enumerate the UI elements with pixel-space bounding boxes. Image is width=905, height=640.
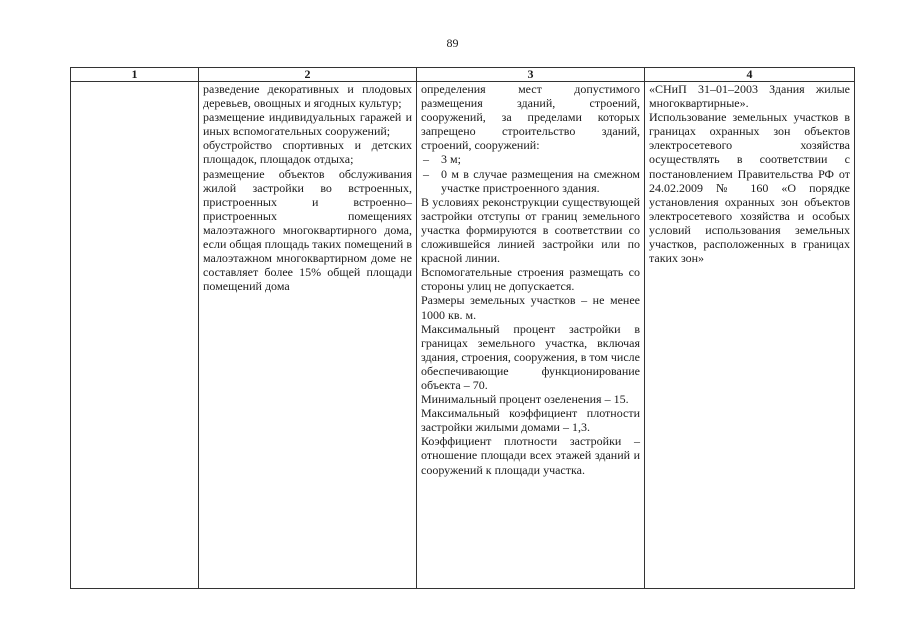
permitted-use-item: размещение индивидуальных гаражей и иных вспомогательных сооружений; — [203, 110, 412, 139]
column-header-2: 2 — [199, 68, 417, 82]
setback-item: – 0 м в случае размещения на смежном участке пристроенного здания. — [421, 167, 640, 195]
permitted-use-item: обустройство спортивных и детских площадок, площадок отдыха; — [203, 138, 412, 167]
page-number: 89 — [446, 36, 459, 50]
setback-intro: определения мест допустимого размещения зданий, строений, сооружений, за пределами которых запрещено строительство зданий, строений, сооружений: — [421, 82, 640, 153]
reference-item: «СНиП 31–01–2003 Здания жилые многоквартирные». — [649, 82, 850, 111]
column-header-3: 3 — [417, 68, 645, 82]
cell-col2-permitted-uses — [199, 82, 417, 589]
parameter-paragraph: Вспомогательные строения размещать со стороны улиц не допускается. — [421, 265, 640, 294]
table-header-row — [71, 68, 855, 82]
cell-col3-parameters — [417, 82, 645, 589]
reference-item: Использование земельных участков в границах охранных зон объектов электросетевого хозяйства осуществлять в соответствии с постановлением Правительства РФ от 24.02.2009 № 160 «О порядке установления охранных зон объектов электросетевого хозяйства и особых условий использования земельных участков, расположенных в границах таких зон» — [649, 110, 850, 266]
setback-item: – 3 м; — [421, 152, 640, 166]
cell-col1 — [71, 82, 199, 589]
parameter-paragraph: Минимальный процент озеленения – 15. — [421, 392, 629, 407]
column-header-4: 4 — [645, 68, 855, 82]
cell-col4-references — [645, 82, 855, 589]
regulations-table — [70, 67, 855, 589]
column-header-1: 1 — [71, 68, 199, 82]
parameter-paragraph: Максимальный процент застройки в границах земельного участка, включая здания, строения, сооружения, в том числе обеспечивающие функционирование объекта – 70. — [421, 321, 640, 392]
parameter-paragraph: В условиях реконструкции существующей застройки отступы от границ земельного участка формируются в соответствии со сложившейся линией застройки или по красной линии. — [421, 194, 640, 266]
permitted-use-item: разведение декоративных и плодовых деревьев, овощных и ягодных культур; — [203, 82, 412, 111]
parameter-paragraph: Коэффициент плотности застройки – отношение площади всех этажей зданий и сооружений к площади участка. — [421, 434, 640, 477]
parameter-paragraph: Максимальный коэффициент плотности застройки жилыми домами – 1,3. — [421, 406, 640, 435]
parameter-paragraph: Размеры земельных участков – не менее 1000 кв. м. — [421, 293, 640, 322]
setback-list — [421, 152, 640, 194]
table-row — [71, 82, 855, 589]
permitted-use-item: размещение объектов обслуживания жилой застройки во встроенных, пристроенных и встроенно–пристроенных помещениях малоэтажного многоквартирного дома, если общая площадь таких помещений в малоэтажном многоквартирном доме не составляет более 15% общей площади помещений дома — [203, 166, 412, 294]
